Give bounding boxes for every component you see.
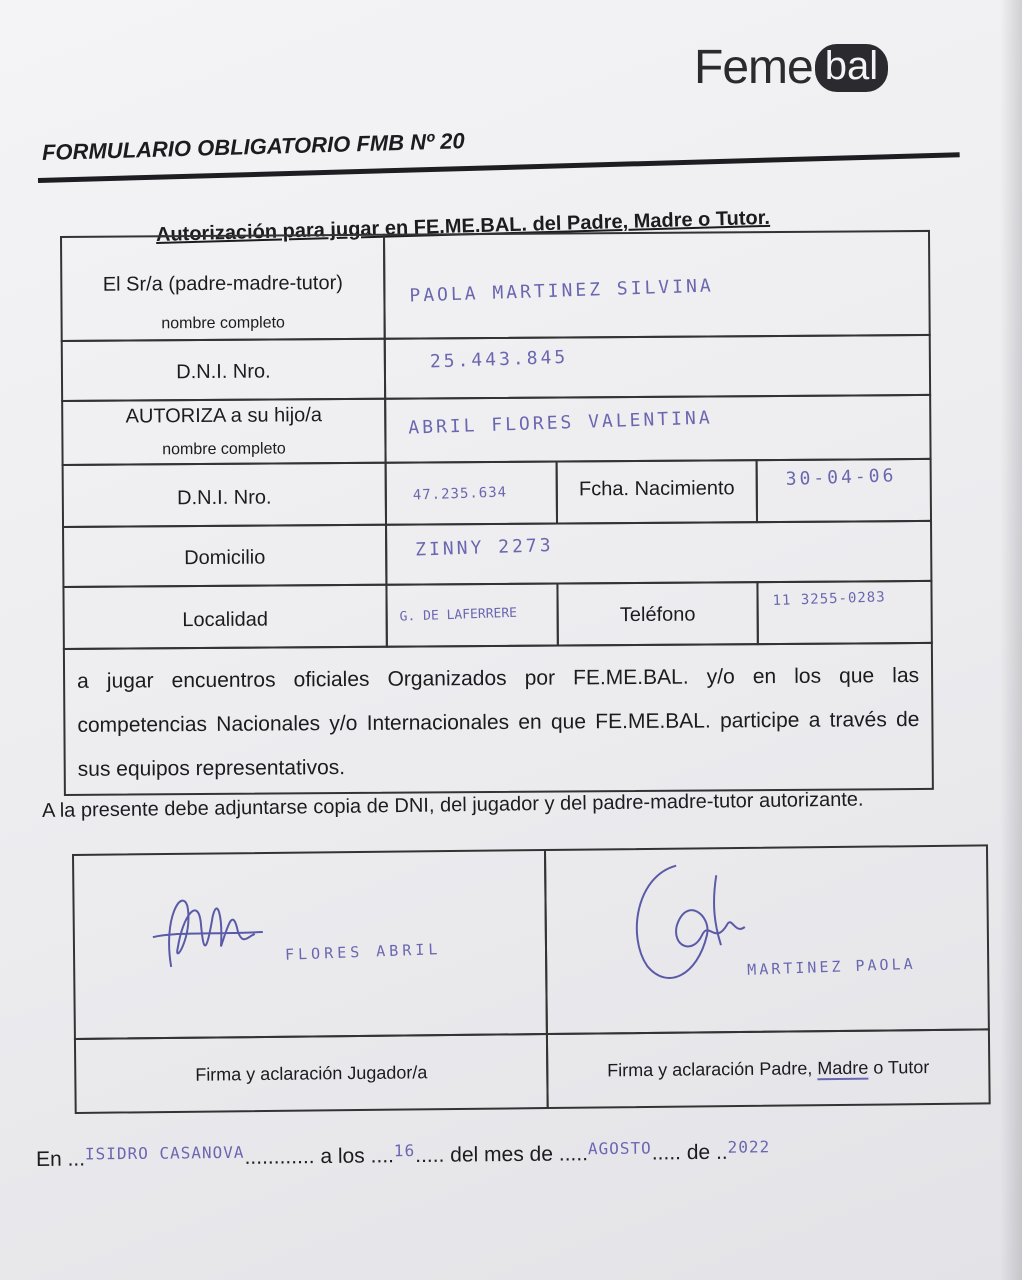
child-sublabel: nombre completo [162, 440, 286, 459]
authorization-table [60, 230, 934, 796]
footer-month: AGOSTO [587, 1138, 652, 1159]
child-dni-cell [385, 461, 558, 526]
birth-label-cell [556, 459, 758, 524]
child-name-value: ABRIL FLORES VALENTINA [408, 407, 713, 439]
parent-label: El Sr/a (padre-madre-tutor) [102, 272, 343, 296]
footer-dots-5: ..... [558, 1142, 589, 1166]
parent-name-value: PAOLA MARTINEZ SILVINA [409, 275, 715, 307]
footer-dots-2: ............ [244, 1145, 315, 1169]
paper-shadow-edge [1000, 0, 1022, 1280]
parent-signature [616, 855, 757, 996]
child-name-cell [384, 394, 931, 464]
city-label: Localidad [182, 608, 269, 632]
city-cell [385, 583, 558, 648]
child-dni-value: 47.235.634 [412, 484, 508, 504]
player-caption-cell [74, 1033, 549, 1114]
footer-alos-label: a los [320, 1144, 365, 1169]
child-label-cell [61, 398, 386, 466]
phone-value: 11 3255-0283 [772, 589, 886, 610]
date-place-line [36, 1139, 936, 1172]
birth-date-value: 30-04-06 [785, 465, 897, 490]
birth-date-cell [756, 458, 932, 523]
address-label: Domicilio [184, 546, 266, 570]
parent-caption-cell [546, 1028, 991, 1109]
signature-table [72, 844, 991, 1114]
section-title: Autorización para jugar en FE.ME.BAL. del Padre, Madre o Tutor. [155, 206, 771, 246]
parent-name-cell [383, 230, 931, 340]
parent-dni-value: 25.443.845 [429, 346, 569, 373]
footer-mes-label: del mes de [450, 1142, 554, 1167]
phone-label: Teléfono [619, 603, 696, 627]
parent-clarification: MARTINEZ PAOLA [746, 954, 916, 979]
footer-day: 16 [393, 1141, 416, 1161]
player-signature [142, 876, 273, 987]
form-title: FORMULARIO OBLIGATORIO FMB Nº 20 [41, 128, 465, 165]
parent-caption [548, 1056, 988, 1082]
authorization-text: a jugar encuentros oficiales Organizados por FE.ME.BAL. y/o en los que las competencias Nacionales y/o Internacionales en que FE.ME.BAL. participe a través de sus equipos representativos. [77, 664, 920, 781]
player-signature-cell [72, 849, 548, 1040]
footer-year: 2022 [727, 1137, 771, 1157]
child-dni-label: D.N.I. Nro. [177, 486, 272, 510]
parent-caption-before: Firma y aclaración Padre, [607, 1058, 818, 1081]
parent-dni-label: D.N.I. Nro. [176, 360, 271, 384]
footer-dots-7: .. [715, 1140, 728, 1164]
parent-sublabel: nombre completo [161, 314, 285, 333]
birth-label: Fcha. Nacimiento [578, 477, 735, 501]
authorization-text-cell [63, 642, 934, 796]
footer-dots-4: ..... [415, 1143, 445, 1168]
footer-de-label: de [686, 1140, 711, 1165]
parent-signature-cell [544, 844, 990, 1035]
footer-dots-6: ..... [651, 1141, 682, 1165]
logo-text: Feme [694, 41, 813, 94]
phone-label-cell [556, 581, 758, 646]
footer-en-label: En [35, 1147, 62, 1171]
parent-label-cell [60, 234, 386, 342]
footer-place: ISIDRO CASANOVA [84, 1142, 245, 1164]
femebal-logo [694, 42, 888, 94]
address-label-cell [62, 524, 387, 588]
footer-dots-1: ... [67, 1147, 86, 1171]
parent-caption-underlined: Madre [817, 1057, 869, 1079]
player-caption: Firma y aclaración Jugador/a [195, 1062, 428, 1085]
parent-dni-cell [384, 334, 931, 400]
parent-dni-label-cell [61, 338, 386, 402]
footer-dots-3: .... [370, 1144, 395, 1168]
attach-note: A la presente debe adjuntarse copia de DNI, del jugador y del padre-madre-tutor autorizante. [41, 788, 864, 822]
address-value: ZINNY 2273 [414, 534, 554, 561]
address-cell [385, 520, 932, 586]
city-label-cell [62, 584, 387, 650]
child-dni-label-cell [62, 462, 387, 528]
city-value: G. DE LAFERRERE [399, 605, 518, 625]
parent-caption-after: o Tutor [868, 1057, 930, 1078]
player-clarification: FLORES ABRIL [284, 940, 442, 964]
phone-cell [756, 580, 932, 645]
logo-pill: bal [815, 44, 888, 92]
child-label: AUTORIZA a su hijo/a [125, 404, 323, 428]
